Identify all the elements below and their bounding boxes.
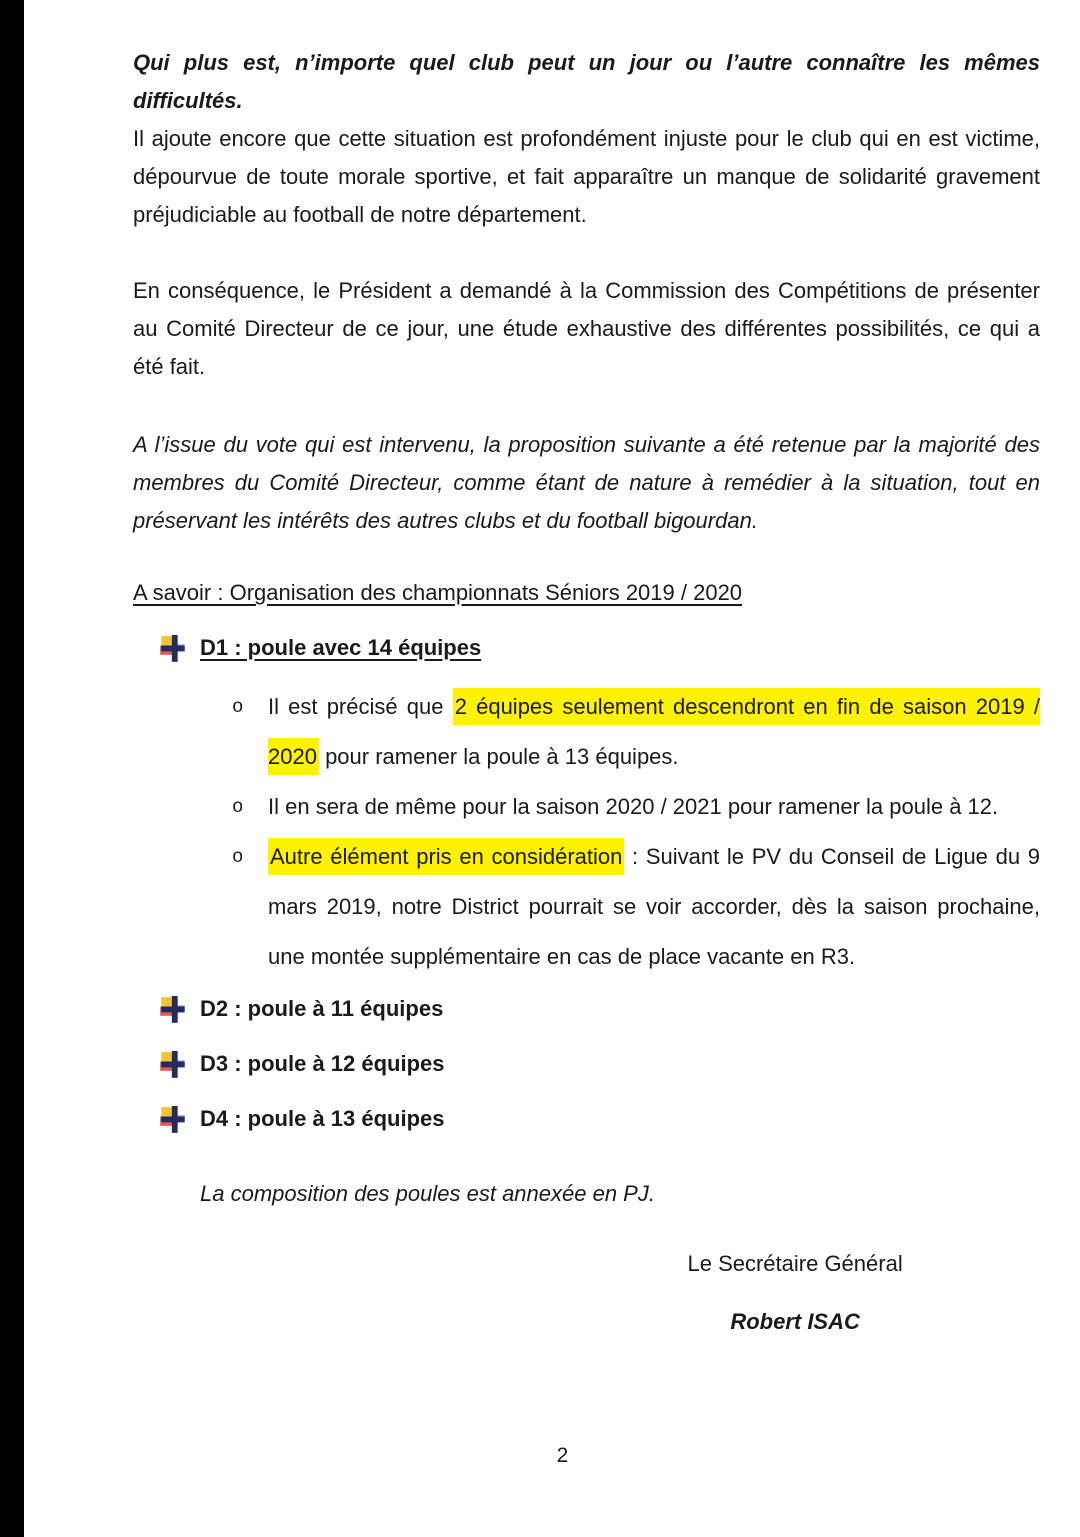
scan-edge-bar [0, 0, 24, 1537]
bullet-d2-label: D2 : poule à 11 équipes [200, 996, 444, 1021]
sub-bullet-3-text [268, 832, 1040, 982]
paragraph-lead-bold-italic: Qui plus est, n’importe quel club peut un jour ou l’autre connaître les mêmes difficultés. [133, 50, 1040, 113]
bullet-d4-label: D4 : poule à 13 équipes [200, 1106, 445, 1131]
section-heading [133, 574, 1040, 612]
sub-bullet-item-2 [232, 782, 1040, 832]
circle-bullet-marker: o [232, 846, 244, 868]
sub-bullet-1-text [268, 682, 1040, 782]
colored-cross-bullet-icon [160, 635, 186, 676]
page-number: 2 [556, 1444, 569, 1467]
highlighted-text: Autre élément pris en considération [268, 838, 624, 875]
document-page [24, 0, 1080, 1537]
bullet-item-d3 [160, 1044, 1040, 1092]
paragraph-injustice: Il ajoute encore que cette situation est profondément injuste pour le club qui en est victime, dépourvue de toute morale sportive, et fait apparaître un manque de solidarité gravement préjudiciable au football de notre département. [133, 126, 1040, 227]
signature-title: Le Secrétaire Général [687, 1251, 903, 1276]
highlighted-text: 2 équipes seulement descendront en fin de saison 2019 / 2020 [268, 688, 1040, 775]
signature-block [614, 1245, 977, 1341]
sub-bullet-3-post: : Suivant le PV du Conseil de Ligue du 9 mars 2019, notre District pourrait se voir accorder, dès la saison prochaine, une montée supplémentaire en cas de place vacante en R3. [268, 844, 1040, 969]
colored-cross-bullet-icon [160, 1106, 186, 1147]
bullet-d3-label: D3 : poule à 12 équipes [200, 1051, 445, 1076]
sub-bullet-1-pre: Il est précisé que [268, 694, 453, 719]
sub-bullet-1-post: pour ramener la poule à 13 équipes. [318, 744, 679, 769]
paragraph-consequence: En conséquence, le Président a demandé à la Commission des Compétitions de présenter au Comité Directeur de ce jour, une étude exhaustive des différentes possibilités, ce qui a été fait. [133, 278, 1040, 379]
sub-bullet-2-text: Il en sera de même pour la saison 2020 / 2021 pour ramener la poule à 12. [268, 794, 999, 819]
bullet-item-d4 [160, 1099, 1040, 1147]
annex-note: La composition des poules est annexée en PJ. [200, 1181, 655, 1206]
colored-cross-bullet-icon [160, 1051, 186, 1092]
bullet-d1-label: D1 : poule avec 14 équipes [200, 635, 482, 660]
bullet-item-d2 [160, 989, 1040, 1037]
sub-bullet-item-3 [232, 832, 1040, 982]
bullet-item-d1 [160, 628, 1040, 676]
section-heading-text: A savoir : Organisation des championnats Séniors 2019 / 2020 [133, 580, 743, 605]
colored-cross-bullet-icon [160, 996, 186, 1037]
d1-sub-list [232, 682, 1040, 982]
circle-bullet-marker: o [232, 696, 244, 718]
sub-bullet-item-1 [232, 682, 1040, 782]
paragraph-vote-italic: A l’issue du vote qui est intervenu, la proposition suivante a été retenue par la majorité des membres du Comité Directeur, comme étant de nature à remédier à la situation, tout en préservant les intérêts des autres clubs et du football bigourdan. [133, 432, 1040, 533]
signature-name: Robert ISAC [730, 1309, 860, 1334]
circle-bullet-marker: o [232, 796, 244, 818]
